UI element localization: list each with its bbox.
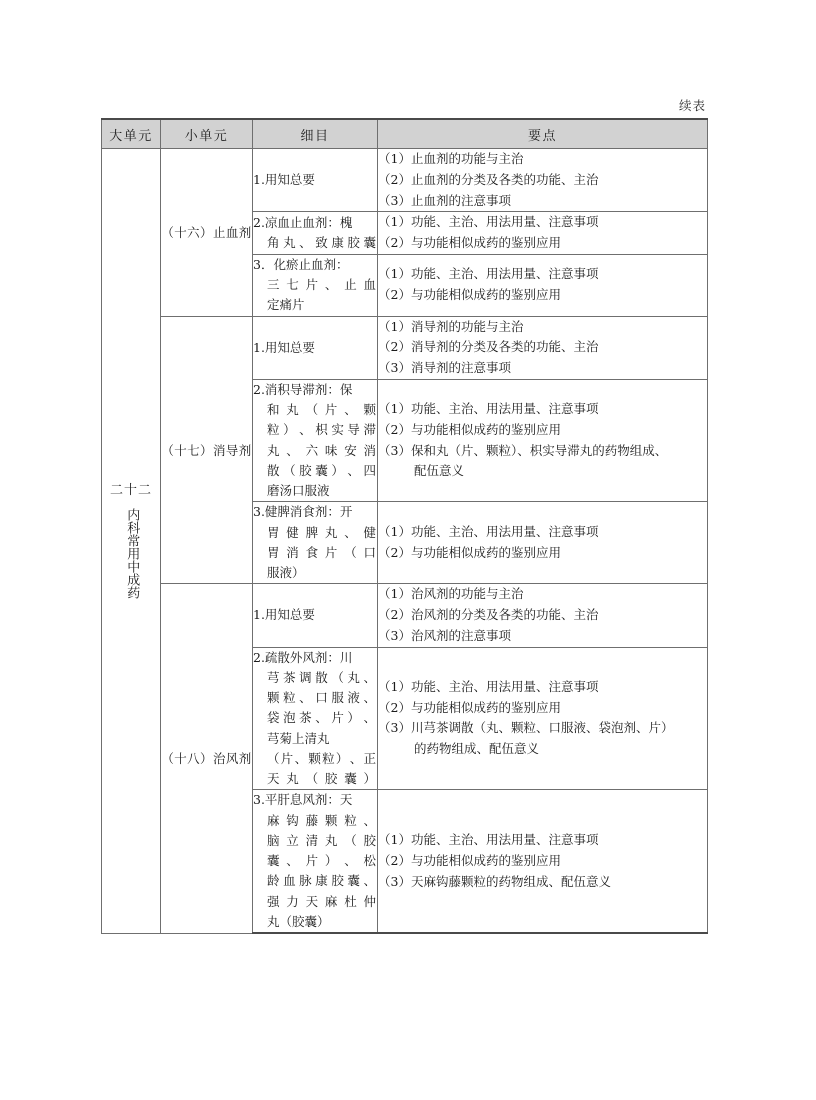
key-point-line: （1）功能、主治、用法用量、注意事项	[378, 401, 599, 416]
key-point-line: （2）与功能相似成药的鉴别应用	[378, 852, 561, 868]
detail-line: 散 （ 胶 囊 ） 、 四	[267, 462, 376, 478]
key-point-line: （1）功能、主治、用法用量、注意事项	[378, 832, 599, 847]
detail-line: 芎菊上清丸	[267, 730, 330, 746]
key-point-line: （1）治风剂的功能与主治	[378, 586, 524, 602]
syllabus-table	[101, 118, 708, 934]
key-point-line: （1）消导剂的功能与主治	[378, 318, 524, 334]
detail-cell	[253, 316, 378, 379]
key-point-line: （2）与功能相似成药的鉴别应用	[378, 287, 561, 303]
detail-line: 麻 钩 藤 颗 粒 、	[267, 812, 376, 828]
detail-cell	[253, 647, 378, 790]
continued-table-label: 续表	[678, 98, 706, 113]
minor-unit-cell: （十七）消导剂	[161, 316, 253, 584]
key-points-cell	[378, 254, 708, 316]
detail-line: 磨汤口服液	[267, 483, 330, 498]
detail-cell	[253, 149, 378, 212]
key-points-cell	[378, 647, 708, 790]
detail-line: 服液）	[267, 565, 305, 580]
detail-line: 角 丸 、 致 康 胶 囊	[267, 235, 376, 250]
key-points-cell	[378, 502, 708, 584]
detail-line: 2.疏散外风剂：川	[253, 649, 353, 665]
key-point-line: （1）功能、主治、用法用量、注意事项	[378, 266, 599, 282]
detail-line: 颗 粒 、 口 服 液 、	[267, 690, 376, 705]
detail-line: 龄 血 脉 康 胶 囊 、	[267, 873, 376, 889]
key-points-cell	[378, 790, 708, 933]
detail-line: 三 七 片 、 止 血	[267, 277, 376, 292]
major-unit-cell	[102, 149, 161, 934]
detail-line: 1.用知总要	[253, 339, 315, 355]
major-unit-number: 二十二	[109, 482, 152, 498]
major-unit-name: 内科常用中成药	[124, 507, 140, 599]
key-point-line: （1）功能、主治、用法用量、注意事项	[378, 678, 599, 694]
key-point-line: 配伍意义	[414, 463, 465, 479]
table-row	[102, 584, 708, 647]
header-minor-unit: 小单元	[161, 119, 253, 149]
header-major-unit: 大单元	[102, 119, 161, 149]
detail-line: 3．化瘀止血剂：	[253, 256, 349, 272]
detail-line: 丸 、 六 味 安 消	[267, 442, 376, 458]
detail-line: 芎 茶 调 散 （ 丸 、	[267, 669, 376, 685]
detail-cell	[253, 212, 378, 255]
key-point-line: （3）川芎茶调散（丸、颗粒、口服液、袋泡剂、片）	[378, 720, 674, 736]
key-point-line: （1）止血剂的功能与主治	[378, 151, 524, 166]
key-points-cell	[378, 212, 708, 255]
detail-line: 强 力 天 麻 杜 仲	[267, 893, 376, 909]
key-point-line: （2）与功能相似成药的鉴别应用	[378, 699, 561, 715]
detail-line: 2.消积导滞剂：保	[253, 381, 353, 397]
table-header-row	[102, 119, 708, 149]
minor-unit-cell: （十八）治风剂	[161, 584, 253, 933]
detail-line: 和 丸 （ 片 、 颗	[267, 402, 376, 417]
detail-line: 粒 ） 、 枳 实 导 滞	[267, 422, 376, 438]
key-points-cell	[378, 149, 708, 212]
table-row	[102, 316, 708, 379]
detail-line: 胃 消 食 片 （ 口	[267, 544, 376, 560]
detail-line: 袋 泡 茶 、 片 ） 、	[267, 710, 376, 726]
key-point-line: 的药物组成、配伍意义	[414, 741, 540, 757]
detail-line: 定痛片	[267, 297, 305, 313]
key-point-line: （2）消导剂的分类及各类的功能、主治	[378, 339, 599, 355]
detail-line: 3.平肝息风剂：天	[253, 792, 353, 808]
detail-line: 1.用知总要	[253, 172, 315, 187]
key-point-line: （3）保和丸（片、颗粒）、枳实导滞丸的药物组成、	[378, 442, 668, 458]
detail-line: 囊 、 片 ） 、 松	[267, 853, 376, 868]
key-point-line: （2）与功能相似成药的鉴别应用	[378, 544, 561, 560]
key-point-line: （3）天麻钩藤颗粒的药物组成、配伍意义	[378, 873, 611, 889]
key-point-line: （2）与功能相似成药的鉴别应用	[378, 235, 561, 250]
key-points-cell	[378, 584, 708, 647]
detail-cell	[253, 379, 378, 502]
table-row	[102, 149, 708, 212]
detail-line: 丸（胶囊）	[267, 913, 330, 929]
key-points-cell	[378, 379, 708, 502]
detail-line: （ 片 、 颗 粒 ） 、 正	[267, 750, 376, 766]
key-point-line: （2）止血剂的分类及各类的功能、主治	[378, 171, 599, 187]
detail-line: 2.凉血止血剂：槐	[253, 214, 353, 230]
key-points-cell	[378, 316, 708, 379]
key-point-line: （3）止血剂的注意事项	[378, 192, 511, 208]
key-point-line: （2）治风剂的分类及各类的功能、主治	[378, 607, 599, 622]
detail-line: 脑 立 清 丸 （ 胶	[267, 832, 376, 848]
key-point-line: （1）功能、主治、用法用量、注意事项	[378, 524, 599, 539]
header-detail: 细目	[253, 119, 378, 149]
detail-cell	[253, 254, 378, 316]
table-body	[102, 149, 708, 934]
detail-line: 3.健脾消食剂：开	[253, 504, 353, 520]
key-point-line: （3）消导剂的注意事项	[378, 360, 511, 375]
detail-cell	[253, 584, 378, 647]
key-point-line: （3）治风剂的注意事项	[378, 627, 511, 643]
key-point-line: （2）与功能相似成药的鉴别应用	[378, 421, 561, 437]
minor-unit-cell: （十六）止血剂	[161, 149, 253, 317]
key-point-line: （1）功能、主治、用法用量、注意事项	[378, 214, 599, 230]
header-key-points: 要点	[378, 119, 708, 149]
detail-line: 1.用知总要	[253, 607, 315, 623]
detail-cell	[253, 502, 378, 584]
detail-line: 天 丸 （ 胶 囊 ）	[267, 771, 376, 786]
detail-line: 胃 健 脾 丸 、 健	[267, 524, 376, 540]
detail-cell	[253, 790, 378, 933]
